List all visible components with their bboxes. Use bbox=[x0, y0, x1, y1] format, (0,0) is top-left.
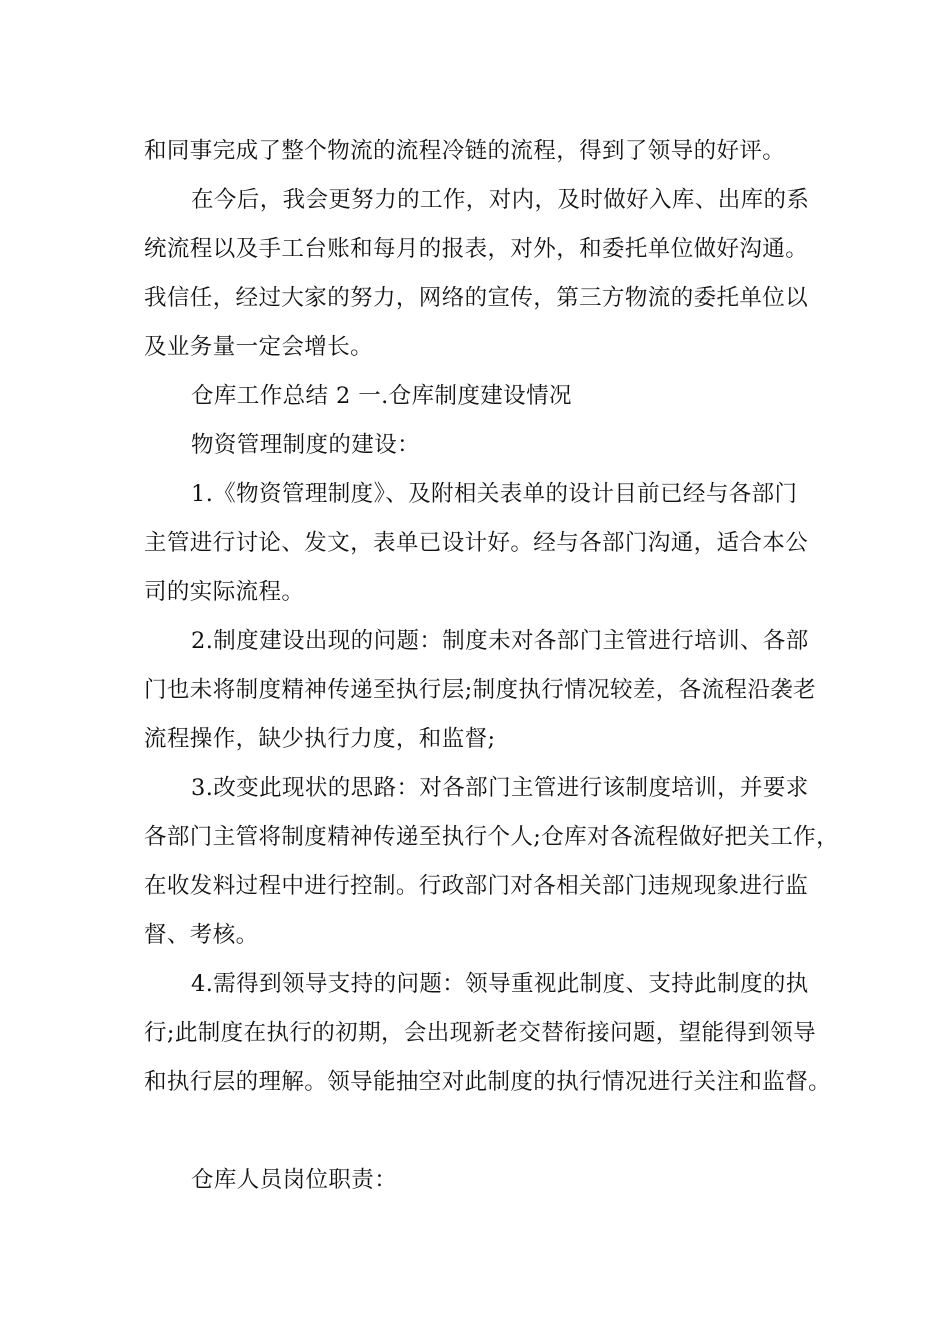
text-line: 督、考核。 bbox=[144, 922, 259, 948]
text-line: 和同事完成了整个物流的流程冷链的流程，得到了领导的好评。 bbox=[144, 138, 786, 164]
section-heading: 仓库工作总结 2 一.仓库制度建设情况 bbox=[191, 383, 572, 409]
text-line: 门也未将制度精神传递至执行层;制度执行情况较差，各流程沿袭老 bbox=[144, 677, 817, 703]
text-line: 3.改变此现状的思路：对各部门主管进行该制度培训，并要求 bbox=[191, 775, 809, 801]
text-line: 统流程以及手工台账和每月的报表，对外，和委托单位做好沟通。 bbox=[144, 236, 809, 262]
text-line: 流程操作，缺少执行力度，和监督; bbox=[144, 726, 496, 752]
text-line: 我信任，经过大家的努力，网络的宣传，第三方物流的委托单位以 bbox=[144, 285, 809, 311]
text-line: 和执行层的理解。领导能抽空对此制度的执行情况进行关注和监督。 bbox=[144, 1069, 832, 1095]
document-body bbox=[144, 127, 839, 1205]
text-line: 司的实际流程。 bbox=[144, 579, 305, 605]
text-line: 主管进行讨论、发文，表单已设计好。经与各部门沟通，适合本公 bbox=[144, 530, 809, 556]
section-heading: 仓库人员岗位职责： bbox=[191, 1167, 398, 1193]
text-line: 4.需得到领导支持的问题：领导重视此制度、支持此制度的执 bbox=[191, 971, 809, 997]
text-line: 行;此制度在执行的初期，会出现新老交替衔接问题，望能得到领导 bbox=[144, 1020, 817, 1046]
blank-line bbox=[144, 1107, 824, 1156]
text-line: 各部门主管将制度精神传递至执行个人;仓库对各流程做好把关工作， bbox=[144, 824, 839, 850]
text-line: 1.《物资管理制度》、及附相关表单的设计目前已经与各部门 bbox=[191, 481, 798, 507]
text-line: 在收发料过程中进行控制。行政部门对各相关部门违规现象进行监 bbox=[144, 873, 809, 899]
text-line: 2.制度建设出现的问题：制度未对各部门主管进行培训、各部 bbox=[191, 628, 809, 654]
text-line: 及业务量一定会增长。 bbox=[144, 334, 374, 360]
subsection-heading: 物资管理制度的建设： bbox=[191, 432, 421, 458]
text-line: 在今后，我会更努力的工作，对内，及时做好入库、出库的系 bbox=[191, 187, 810, 213]
